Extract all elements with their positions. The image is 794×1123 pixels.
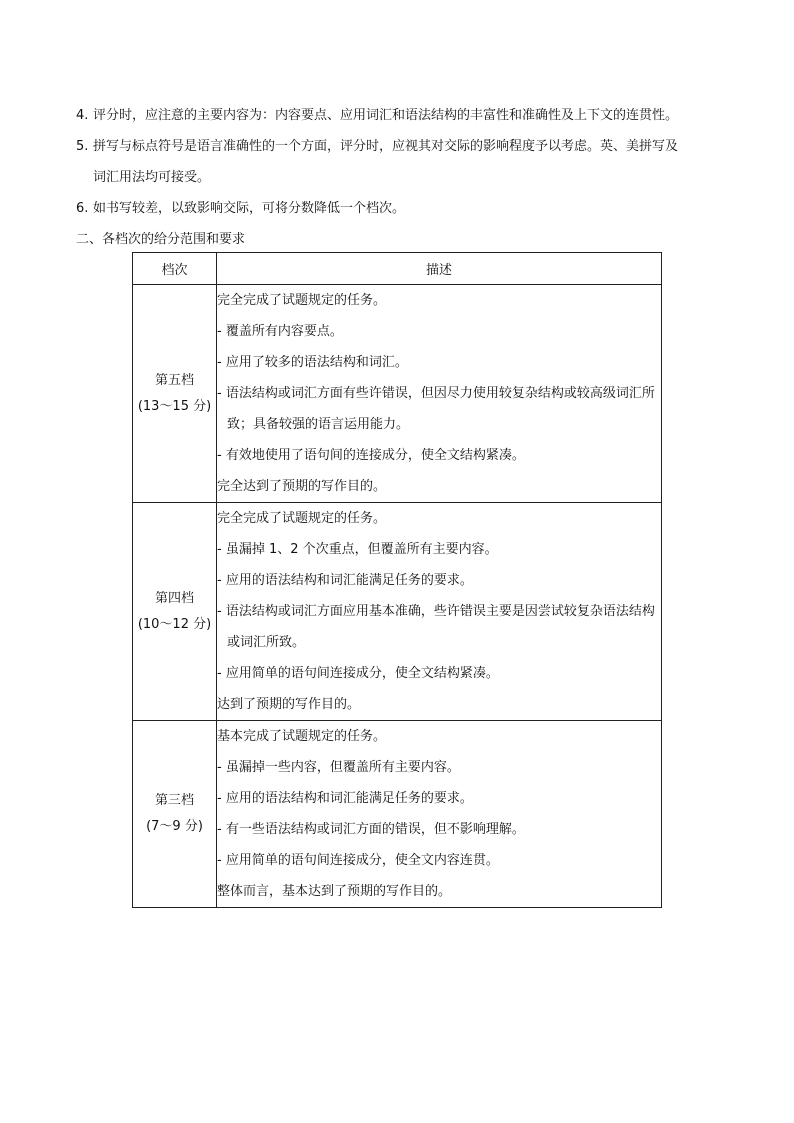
level-name: 第三档	[154, 793, 194, 808]
description-line: - 应用的语法结构和词汇能满足任务的要求。	[217, 791, 473, 806]
rule-number: 5.	[76, 139, 89, 154]
header-level: 档次	[133, 253, 217, 285]
description-line: 完全完成了试题规定的任务。	[217, 293, 387, 308]
section-title: 二、各档次的给分范围和要求	[76, 232, 246, 247]
rule-text: 评分时，应注意的主要内容为：内容要点、应用词汇和语法结构的丰富性和准确性及上下文的连贯性。	[93, 108, 679, 123]
description-line: - 有一些语法结构或词汇方面的错误，但不影响理解。	[217, 822, 525, 837]
rule-text: 拼写与标点符号是语言准确性的一个方面，评分时，应视其对交际的影响程度予以考虑。英、美拼写及	[93, 139, 679, 154]
rule-item	[76, 193, 736, 224]
description-line: - 有效地使用了语句间的连接成分，使全文结构紧凑。	[217, 448, 525, 463]
grading-table	[132, 252, 662, 908]
description-line: - 虽漏掉一些内容，但覆盖所有主要内容。	[217, 760, 460, 775]
rule-item	[76, 131, 736, 193]
description-line: - 语法结构或词汇方面有些许错误，但因尽力使用较复杂结构或较高级词汇所致；具备较强的语言运用能力。	[217, 386, 655, 432]
description-line: - 应用的语法结构和词汇能满足任务的要求。	[217, 573, 473, 588]
table-row	[133, 503, 662, 721]
rule-item	[76, 100, 736, 131]
table-header-row	[133, 253, 662, 285]
header-description: 描述	[217, 253, 662, 285]
scoring-rules	[76, 100, 736, 255]
rule-number: 6.	[76, 201, 89, 216]
level-score-range: (13～15 分)	[137, 398, 212, 414]
description-line: 整体而言，基本达到了预期的写作目的。	[217, 884, 452, 899]
table-row	[133, 721, 662, 908]
description-line: 基本完成了试题规定的任务。	[217, 729, 387, 744]
level-cell	[133, 721, 217, 908]
description-line: - 应用简单的语句间连接成分，使全文内容连贯。	[217, 853, 499, 868]
description-cell	[217, 285, 662, 503]
description-line: 完全达到了预期的写作目的。	[217, 479, 387, 494]
rule-text-continuation: 词汇用法均可接受。	[93, 170, 211, 185]
description-cell	[217, 503, 662, 721]
description-line: 完全完成了试题规定的任务。	[217, 511, 387, 526]
description-line: - 覆盖所有内容要点。	[217, 324, 343, 339]
rule-number: 4.	[76, 108, 89, 123]
level-name: 第四档	[154, 590, 194, 606]
description-line: - 语法结构或词汇方面应用基本准确，些许错误主要是因尝试较复杂语法结构或词汇所致。	[217, 604, 655, 650]
description-line: - 应用简单的语句间连接成分，使全文结构紧凑。	[217, 666, 499, 681]
rule-text: 如书写较差，以致影响交际，可将分数降低一个档次。	[93, 201, 406, 216]
level-score-range: (7～9 分)	[146, 819, 203, 834]
level-name: 第五档	[154, 372, 194, 388]
description-line: 达到了预期的写作目的。	[217, 697, 361, 712]
description-line: - 应用了较多的语法结构和词汇。	[217, 355, 408, 370]
level-cell	[133, 503, 217, 721]
table-row	[133, 285, 662, 503]
level-cell	[133, 285, 217, 503]
description-line: - 虽漏掉 1、2 个次重点，但覆盖所有主要内容。	[217, 542, 498, 557]
description-cell	[217, 721, 662, 908]
level-score-range: (10～12 分)	[137, 616, 212, 632]
